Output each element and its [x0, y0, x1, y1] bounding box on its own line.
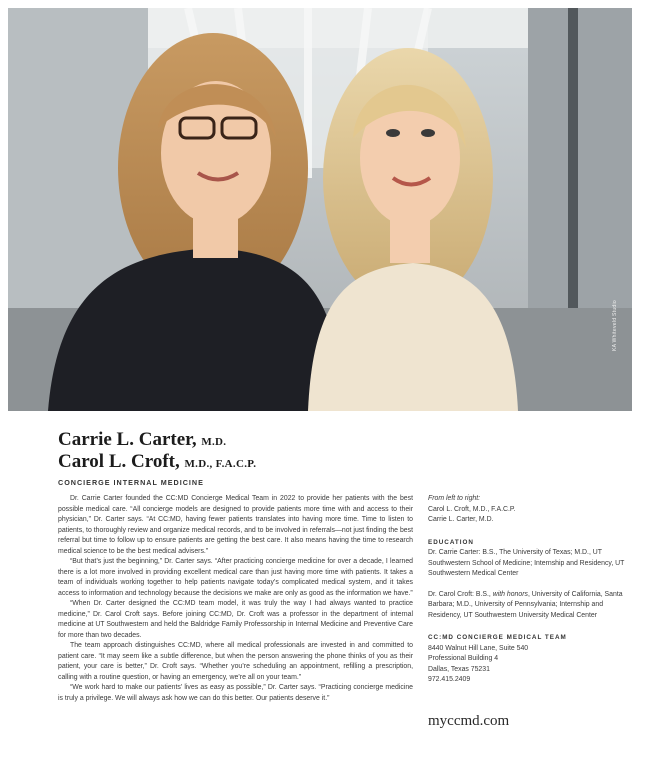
address-line: 8440 Walnut Hill Lane, Suite 540: [428, 644, 529, 652]
doctor-names: [58, 430, 256, 487]
name-carter-credentials: M.D.: [201, 436, 227, 448]
caption-line: Carrie L. Carter, M.D.: [428, 516, 494, 523]
education-heading: EDUCATION: [428, 538, 474, 546]
education-croft-post: , University of California, Santa Barbara; M.D., University of Pennsylvania; Internship and Residency, UT Southwestern University Medical Center: [428, 590, 623, 619]
education-croft: [428, 590, 628, 622]
article-body: [58, 494, 413, 704]
photo-credit: KA Whiteveld Studio: [612, 300, 618, 352]
website-link[interactable]: myccmd.com: [428, 713, 510, 729]
body-paragraph: Dr. Carrie Carter founded the CC:MD Concierge Medical Team in 2022 to provide her patients with the best possible medical care. “All concierge models are designed to provide patients more time with and access to their physician,” Dr. Carter says. “At CC:MD, having fewer patients translates into having more time. Time to listen to patients, to thoroughly review and organize medical records, and to be involved in referrals—not just finding the best referral but time to follow up to ensure patients are getting the best care. It also means having the time to research medical science to be the best medical advisers.”: [58, 495, 413, 555]
body-paragraph: “But that’s just the beginning,” Dr. Carter says. “After practicing concierge medicine for over a decade, I learned there is a lot more involved in providing excellent medical care than just having more time with patients. It takes a team of individuals working together to help patients navigate today’s complicated medical system, and it takes access to information and technology because the decisions we make are only as good as the information we have.”: [58, 558, 413, 597]
name-croft: [58, 452, 256, 474]
address-line: Professional Building 4: [428, 655, 499, 662]
name-carter-text: Carrie L. Carter,: [58, 429, 197, 450]
phone-number: 972.415.2409: [428, 676, 471, 683]
team-heading: CC:MD CONCIERGE MEDICAL TEAM: [428, 634, 567, 641]
practice-subtitle: CONCIERGE INTERNAL MEDICINE: [58, 478, 204, 487]
name-carter: [58, 430, 256, 452]
education-croft-pre: Dr. Carol Croft: B.S.,: [428, 590, 493, 598]
education-carter: Dr. Carrie Carter: B.S., The University of Texas; M.D., UT Southwestern School of Medicine; Internship and Residency, UT Southwestern Medical Center: [428, 549, 625, 577]
body-paragraph: “When Dr. Carter designed the CC:MD team model, it was truly the way I had always wanted to practice medicine,” Dr. Carol Croft says. Before joining CC:MD, Dr. Croft was a professor in the department of internal medicine at UT Southwestern and held the Baldridge Family Professorship in Internal Medicine and Preventive Care for more than two decades.: [58, 600, 413, 639]
education-croft-honors: with honors: [492, 590, 528, 598]
body-paragraph: The team approach distinguishes CC:MD, where all medical professionals are invested in and committed to patient care. “It may seem like a subtle difference, but when the person answering the phone thinks of you as their patient, your care is better,” Dr. Croft says. “Whether you’re scheduling an appointment, refilling a prescription, calling with a routine question, or having an emergency, we’re all on your team.”: [58, 642, 413, 681]
caption-intro: From left to right:: [428, 495, 481, 502]
sidebar: [428, 494, 628, 686]
caption-line: Carol L. Croft, M.D., F.A.C.P.: [428, 505, 516, 513]
name-croft-text: Carol L. Croft,: [58, 451, 180, 472]
portrait-photo: [8, 8, 632, 411]
body-paragraph: “We work hard to make our patients’ lives as easy as possible,” Dr. Carter says. “Practicing concierge medicine is truly a privilege. We will always ask how we can do this better. Our patients deserve it.”: [58, 684, 413, 702]
address-line: Dallas, Texas 75231: [428, 665, 490, 673]
name-croft-credentials: M.D., F.A.C.P.: [184, 458, 257, 470]
